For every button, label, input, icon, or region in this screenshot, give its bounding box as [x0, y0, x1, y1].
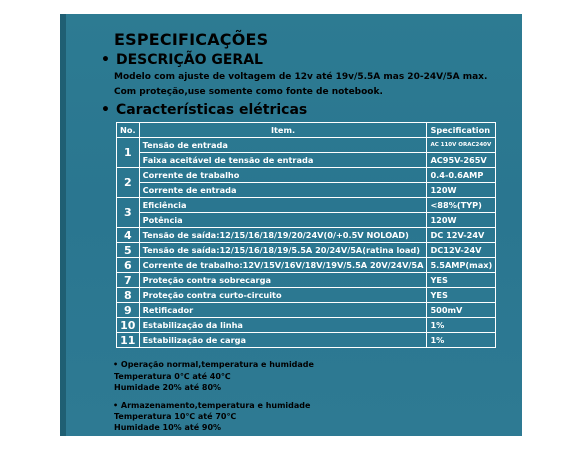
- row-item: Proteção contra curto-circuito: [139, 288, 427, 303]
- row-item: Tensão de saída:12/15/16/18/19/5.5A 20/24V/5A(ratina load): [139, 243, 427, 258]
- header-spec: Specification: [427, 123, 496, 138]
- table-row: [117, 303, 496, 318]
- bullet-icon: •: [101, 102, 110, 118]
- row-spec: YES: [427, 288, 496, 303]
- row-item: Corrente de trabalho:12V/15V/16V/18V/19V/5.5A 20V/24V/5A: [139, 258, 427, 273]
- row-item: Estabilização da linha: [139, 318, 427, 333]
- table-row: [117, 183, 496, 198]
- row-spec: YES: [427, 273, 496, 288]
- table-row: [117, 318, 496, 333]
- row-item: Tensão de saída:12/15/16/18/19/20/24V(0/+0.5V NOLOAD): [139, 228, 427, 243]
- row-number: 3: [117, 198, 140, 228]
- row-number: 2: [117, 168, 140, 198]
- table-row: [117, 213, 496, 228]
- row-spec: 1%: [427, 318, 496, 333]
- description-line-2: Com proteção,use somente como fonte de notebook.: [114, 87, 383, 97]
- row-spec: DC12V-24V: [427, 243, 496, 258]
- storage-conditions-heading: • Armazenamento,temperatura e humidade: [113, 401, 311, 410]
- table-row: [117, 243, 496, 258]
- table-row: [117, 228, 496, 243]
- row-spec: AC95V-265V: [427, 153, 496, 168]
- spec-table: [116, 122, 496, 348]
- row-item: Tensão de entrada: [139, 138, 427, 153]
- row-spec: 0.4-0.6AMP: [427, 168, 496, 183]
- row-number: 9: [117, 303, 140, 318]
- table-row: [117, 288, 496, 303]
- operation-humidity: Humidade 20% até 80%: [114, 383, 222, 392]
- section-heading-descricao: [101, 52, 263, 68]
- row-item: Corrente de entrada: [139, 183, 427, 198]
- row-item: Retificador: [139, 303, 427, 318]
- row-spec: <88%(TYP): [427, 198, 496, 213]
- table-header-row: [117, 123, 496, 138]
- row-item: Faixa aceitável de tensão de entrada: [139, 153, 427, 168]
- section-heading-caracteristicas: [101, 102, 307, 118]
- table-row: [117, 258, 496, 273]
- bullet-icon: •: [101, 52, 110, 68]
- table-row: [117, 273, 496, 288]
- table-row: [117, 333, 496, 348]
- header-item: Item.: [139, 123, 427, 138]
- table-row: [117, 168, 496, 183]
- row-item: Proteção contra sobrecarga: [139, 273, 427, 288]
- operation-conditions-heading: • Operação normal,temperatura e humidade: [113, 360, 314, 369]
- header-no: No.: [117, 123, 140, 138]
- row-item: Corrente de trabalho: [139, 168, 427, 183]
- row-number: 6: [117, 258, 140, 273]
- table-row: [117, 198, 496, 213]
- caracteristicas-heading-text: Características elétricas: [115, 102, 308, 118]
- page-title: ESPECIFICAÇÕES: [114, 30, 269, 49]
- row-number: 8: [117, 288, 140, 303]
- row-spec: AC 110V ORAC240V: [427, 138, 496, 153]
- row-number: 1: [117, 138, 140, 168]
- storage-temperature: Temperatura 10℃ até 70℃: [114, 412, 237, 421]
- box-edge: [60, 14, 66, 436]
- row-spec: 1%: [427, 333, 496, 348]
- storage-humidity: Humidade 10% até 90%: [114, 423, 222, 432]
- row-spec: 120W: [427, 213, 496, 228]
- row-spec: 500mV: [427, 303, 496, 318]
- table-row: [117, 138, 496, 153]
- row-number: 10: [117, 318, 140, 333]
- row-spec: DC 12V-24V: [427, 228, 496, 243]
- row-number: 7: [117, 273, 140, 288]
- row-item: Estabilização de carga: [139, 333, 427, 348]
- description-line-1: Modelo com ajuste de voltagem de 12v até 19v/5.5A mas 20-24V/5A max.: [114, 72, 488, 82]
- table-row: [117, 153, 496, 168]
- descricao-heading-text: DESCRIÇÃO GERAL: [115, 52, 263, 68]
- row-number: 5: [117, 243, 140, 258]
- row-spec: 120W: [427, 183, 496, 198]
- row-number: 11: [117, 333, 140, 348]
- row-spec: 5.5AMP(max): [427, 258, 496, 273]
- operation-temperature: Temperatura 0℃ até 40℃: [114, 372, 231, 381]
- row-item: Eficiência: [139, 198, 427, 213]
- row-item: Potência: [139, 213, 427, 228]
- row-number: 4: [117, 228, 140, 243]
